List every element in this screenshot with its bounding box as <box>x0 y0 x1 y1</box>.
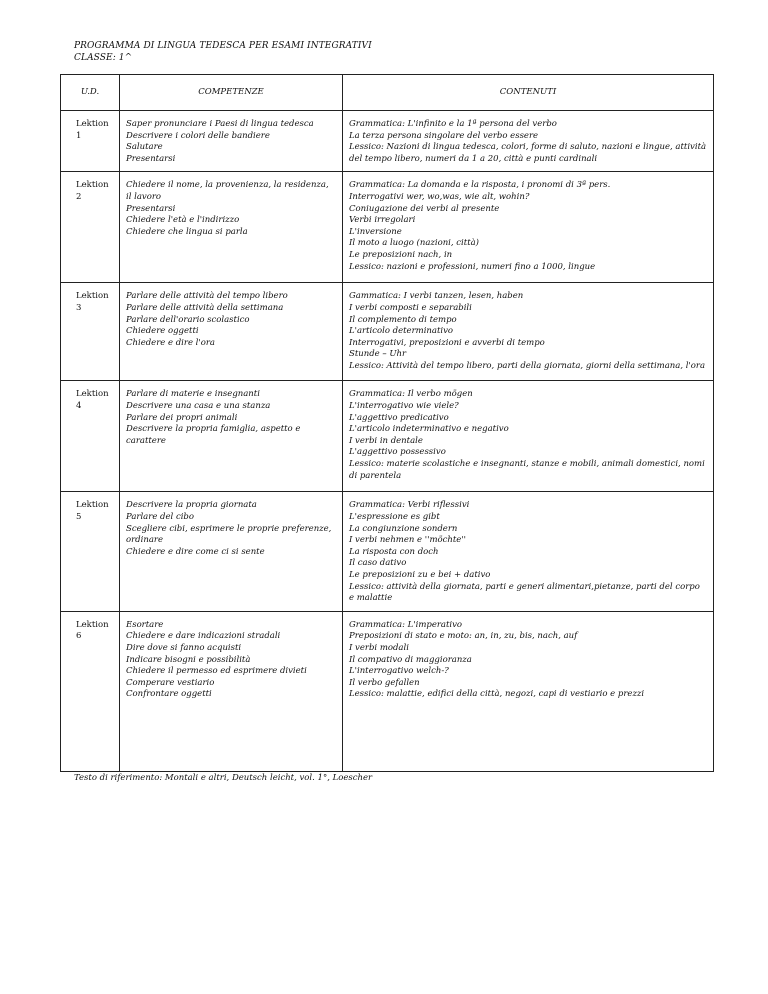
contenuto-line: Grammatica: L'imperativo <box>349 619 463 630</box>
competenza-line: Descrivere i colori delle bandiere <box>126 130 270 141</box>
competenze-cell <box>120 492 343 611</box>
competenze-cell <box>120 111 343 172</box>
reference-text: Testo di riferimento: Montali e altri, Deutsch leicht, vol. 1°, Loescher <box>74 773 373 783</box>
contenuto-line: Preposizioni di stato e moto: an, in, zu, bis, nach, auf <box>349 631 578 642</box>
competenza-line: Indicare bisogni e possibilità <box>126 654 251 665</box>
contenuto-line: Lessico: materie scolastiche e insegnanti, stanze e mobili, animali domestici, nomi di parentela <box>349 458 705 481</box>
table-row <box>61 492 714 611</box>
contenuto-line: L'aggettivo possessivo <box>349 447 446 458</box>
contenuti-cell <box>343 111 714 172</box>
contenuto-line: I verbi nehmen e ''möchte'' <box>349 535 466 546</box>
competenza-line: Chiedere e dire come ci si sente <box>126 546 265 557</box>
competenza-line: Parlare di materie e insegnanti <box>126 389 260 400</box>
competenza-line: Chiedere l'età e l'indirizzo <box>126 215 240 226</box>
contenuti-cell <box>343 283 714 381</box>
unit-label: Lektion 5 <box>76 500 109 522</box>
competenza-line: Comperare vestiario <box>126 677 215 688</box>
contenuto-line: I verbi composti e separabili <box>349 302 472 313</box>
unit-label: Lektion 4 <box>76 389 109 411</box>
competenza-line: Descrivere la propria famiglia, aspetto e carattere <box>126 424 301 446</box>
unit-label: Lektion 2 <box>76 180 109 202</box>
contenuto-line: Le preposizioni zu e bei + dativo <box>349 569 491 580</box>
contenuto-line: L'inversione <box>349 226 402 237</box>
document-header <box>74 40 372 64</box>
contenuto-line: La congiunzione sondern <box>349 523 458 534</box>
competenza-line: Chiedere oggetti <box>126 326 199 337</box>
competenze-cell <box>120 172 343 283</box>
competenza-line: Dire dove si fanno acquisti <box>126 642 242 653</box>
contenuto-line: Interrogativi wer, wo,was, wie alt, wohin? <box>349 191 530 202</box>
competenza-line: Descrivere la propria giornata <box>126 500 257 511</box>
contenuto-line: Gammatica: I verbi tanzen, lesen, haben <box>349 291 524 302</box>
contenuti-cell <box>343 381 714 492</box>
contenuto-line: Il caso dativo <box>349 558 407 569</box>
competenza-line: Confrontare oggetti <box>126 689 212 700</box>
contenuto-line: Lessico: Nazioni di lingua tedesca, colori, forme di saluto, nazioni e lingue, attività del tempo libero, numeri da 1 a 20, città e punti cardinali <box>349 142 707 164</box>
column-header-competenze: COMPETENZE <box>120 75 343 111</box>
contenuto-line: L'interrogativo welch-? <box>349 666 449 677</box>
unit-label: Lektion 3 <box>76 291 109 313</box>
table-row <box>61 611 714 771</box>
table-row <box>61 172 714 283</box>
unit-cell <box>61 111 120 172</box>
contenuto-line: Coniugazione dei verbi al presente <box>349 203 500 214</box>
table-row <box>61 283 714 381</box>
unit-label: Lektion 1 <box>76 119 109 141</box>
unit-cell <box>61 611 120 771</box>
competenza-line: Parlare del cibo <box>126 511 194 522</box>
competenza-line: Esortare <box>126 619 164 630</box>
competenze-cell <box>120 283 343 381</box>
column-header-ud: U.D. <box>61 75 120 111</box>
contenuto-line: Il verbo gefallen <box>349 677 420 688</box>
contenuto-line: L'aggettivo predicativo <box>349 412 449 423</box>
contenuto-line: Il compativo di maggioranza <box>349 654 472 665</box>
contenuti-cell <box>343 172 714 283</box>
competenza-line: Parlare delle attività del tempo libero <box>126 291 288 302</box>
contenuto-line: La risposta con doch <box>349 546 439 557</box>
contenuto-line: Grammatica: L'infinito e la 1ª persona del verbo <box>349 119 557 129</box>
competenza-line: Chiedere che lingua si parla <box>126 226 248 237</box>
contenuto-line: I verbi in dentale <box>349 435 423 446</box>
class-label: CLASSE: 1^ <box>74 53 133 63</box>
table-row <box>61 111 714 172</box>
program-table <box>60 74 714 772</box>
contenuto-line: L'interrogativo wie viele? <box>349 400 459 411</box>
competenza-line: Saper pronunciare i Paesi di lingua tedesca <box>126 119 314 129</box>
competenza-line: Chiedere il nome, la provenienza, la residenza, il lavoro <box>126 180 329 202</box>
competenza-line: Presentarsi <box>126 203 176 214</box>
contenuto-line: Lessico: nazioni e professioni, numeri fino a 1000, lingue <box>349 261 596 272</box>
contenuti-cell <box>343 611 714 771</box>
contenuto-line: L'articolo indeterminativo e negativo <box>349 424 509 435</box>
competenza-line: Salutare <box>126 142 163 153</box>
competenza-line: Chiedere e dire l'ora <box>126 337 215 348</box>
column-header-contenuti: CONTENUTI <box>343 75 714 111</box>
contenuto-line: Il moto a luogo (nazioni, città) <box>349 238 479 249</box>
table-row <box>61 381 714 492</box>
contenuto-line: La terza persona singolare del verbo essere <box>349 130 539 141</box>
table-header-row <box>61 75 714 111</box>
competenze-cell <box>120 381 343 492</box>
contenuto-line: Lessico: malattie, edifici della città, negozi, capi di vestiario e prezzi <box>349 689 645 700</box>
unit-cell <box>61 172 120 283</box>
contenuto-line: Grammatica: Il verbo mögen <box>349 389 473 400</box>
contenuti-cell <box>343 492 714 611</box>
unit-label: Lektion 6 <box>76 619 109 642</box>
contenuto-line: Lessico: attività della giornata, parti e generi alimentari,pietanze, parti del corpo e malattie <box>349 581 700 604</box>
competenze-cell <box>120 611 343 771</box>
contenuto-line: Verbi irregolari <box>349 215 416 226</box>
competenza-line: Parlare dei propri animali <box>126 412 238 423</box>
contenuto-line: Grammatica: La domanda e la risposta, i pronomi di 3ª pers. <box>349 180 611 191</box>
competenza-line: Parlare delle attività della settimana <box>126 302 284 313</box>
competenza-line: Scegliere cibi, esprimere le proprie preferenze, ordinare <box>126 523 332 546</box>
contenuto-line: Lessico: Attività del tempo libero, parti della giornata, giorni della settimana, l'ora <box>349 360 706 371</box>
competenza-line: Descrivere una casa e una stanza <box>126 400 271 411</box>
unit-cell <box>61 283 120 381</box>
contenuto-line: I verbi modali <box>349 642 409 653</box>
competenza-line: Chiedere il permesso ed esprimere divieti <box>126 666 307 677</box>
contenuto-line: Stunde – Uhr <box>349 349 407 360</box>
contenuto-line: Il complemento di tempo <box>349 314 457 325</box>
contenuto-line: Le preposizioni nach, in <box>349 249 453 260</box>
table-body <box>61 111 714 772</box>
document-title: PROGRAMMA DI LINGUA TEDESCA PER ESAMI INTEGRATIVI <box>74 41 372 51</box>
unit-cell <box>61 492 120 611</box>
unit-cell <box>61 381 120 492</box>
competenza-line: Presentarsi <box>126 153 176 164</box>
contenuto-line: Grammatica: Verbi riflessivi <box>349 500 470 511</box>
competenza-line: Parlare dell'orario scolastico <box>126 314 250 325</box>
competenza-line: Chiedere e dare indicazioni stradali <box>126 631 281 642</box>
contenuto-line: L'articolo determinativo <box>349 326 454 337</box>
contenuto-line: L'espressione es gibt <box>349 511 440 522</box>
contenuto-line: Interrogativi, preposizioni e avverbi di tempo <box>349 337 545 348</box>
